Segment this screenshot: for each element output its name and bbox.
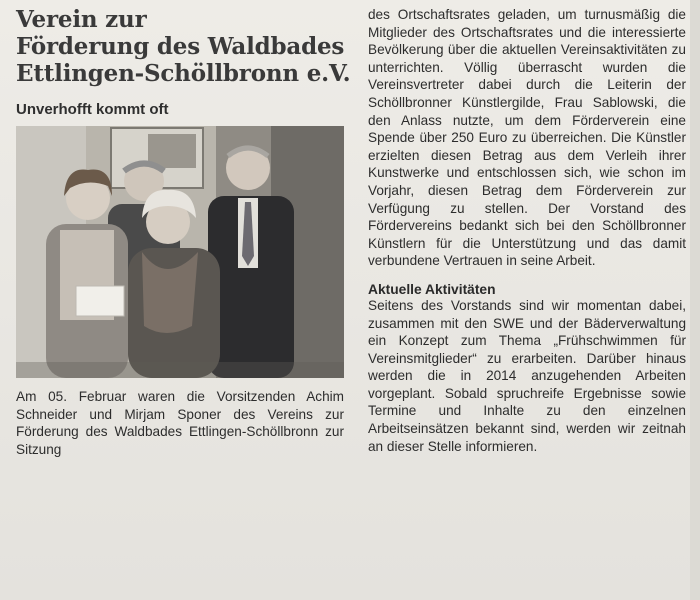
article-photo xyxy=(16,126,344,378)
section-heading: Aktuelle Aktivitäten xyxy=(368,281,496,297)
body-paragraph-continued: des Ortschaftsrates geladen, um turnusmäßig die Mitglieder des Ortschaftsrates und die interessierte Bevölkerung über die aktuellen Vereinsaktivitäten zu unterrichten. Völlig überrascht wurden die Vereinsvertreter dabei durch die Leiterin der Schöllbronner Künstlergilde, Frau Sablowski, die den Anlass nutzte, um dem Förderverein eine Spende über 250 Euro zu überreichen. Die Künstler erzielten diesen Betrag aus dem Verleih ihrer Kunstwerke und entschlossen sich, wie schon im Vorjahr, diesen Betrag dem Förderverein zur Verfügung zu stellen. Der Vorstand des Fördervereins bedankt sich bei den Schöllbronner Künstlern für die Unterstützung und das damit verbundene Vertrauen in seine Arbeit. xyxy=(368,7,686,269)
photo-caption: Am 05. Februar waren die Vorsitzenden Achim Schneider und Mirjam Sponer des Vereins zur Förderung des Waldbades Ettlingen-Schöllbronn zur Sitzung xyxy=(16,389,344,457)
title-line-1: Verein zur xyxy=(16,6,147,33)
article-title xyxy=(16,6,356,87)
right-column xyxy=(368,6,686,455)
title-line-3: Ettlingen-Schöllbronn e.V. xyxy=(16,60,351,87)
left-column xyxy=(16,6,356,458)
article-body xyxy=(368,6,686,270)
title-line-2: Förderung des Waldbades xyxy=(16,33,345,60)
section-body xyxy=(368,297,686,455)
group-photo-image xyxy=(16,126,344,378)
article-subhead: Unverhofft kommt oft xyxy=(16,101,169,118)
page-edge-shadow xyxy=(690,0,700,600)
section-paragraph: Seitens des Vorstands sind wir momentan dabei, zusammen mit den SWE und der Bäderverwaltung ein Konzept zum Thema „Frühschwimmen für Vereinsmitglieder“ zu erarbeiten. Darüber hinaus werden die in 2014 anzugehenden Arbeiten vorgeplant. Sobald spruchreife Ergebnisse sowie Termine und Inhalte zu den einzelnen Arbeitseinsätzen bekannt sind, werden wir zeitnah an dieser Stelle informieren. xyxy=(368,297,686,454)
